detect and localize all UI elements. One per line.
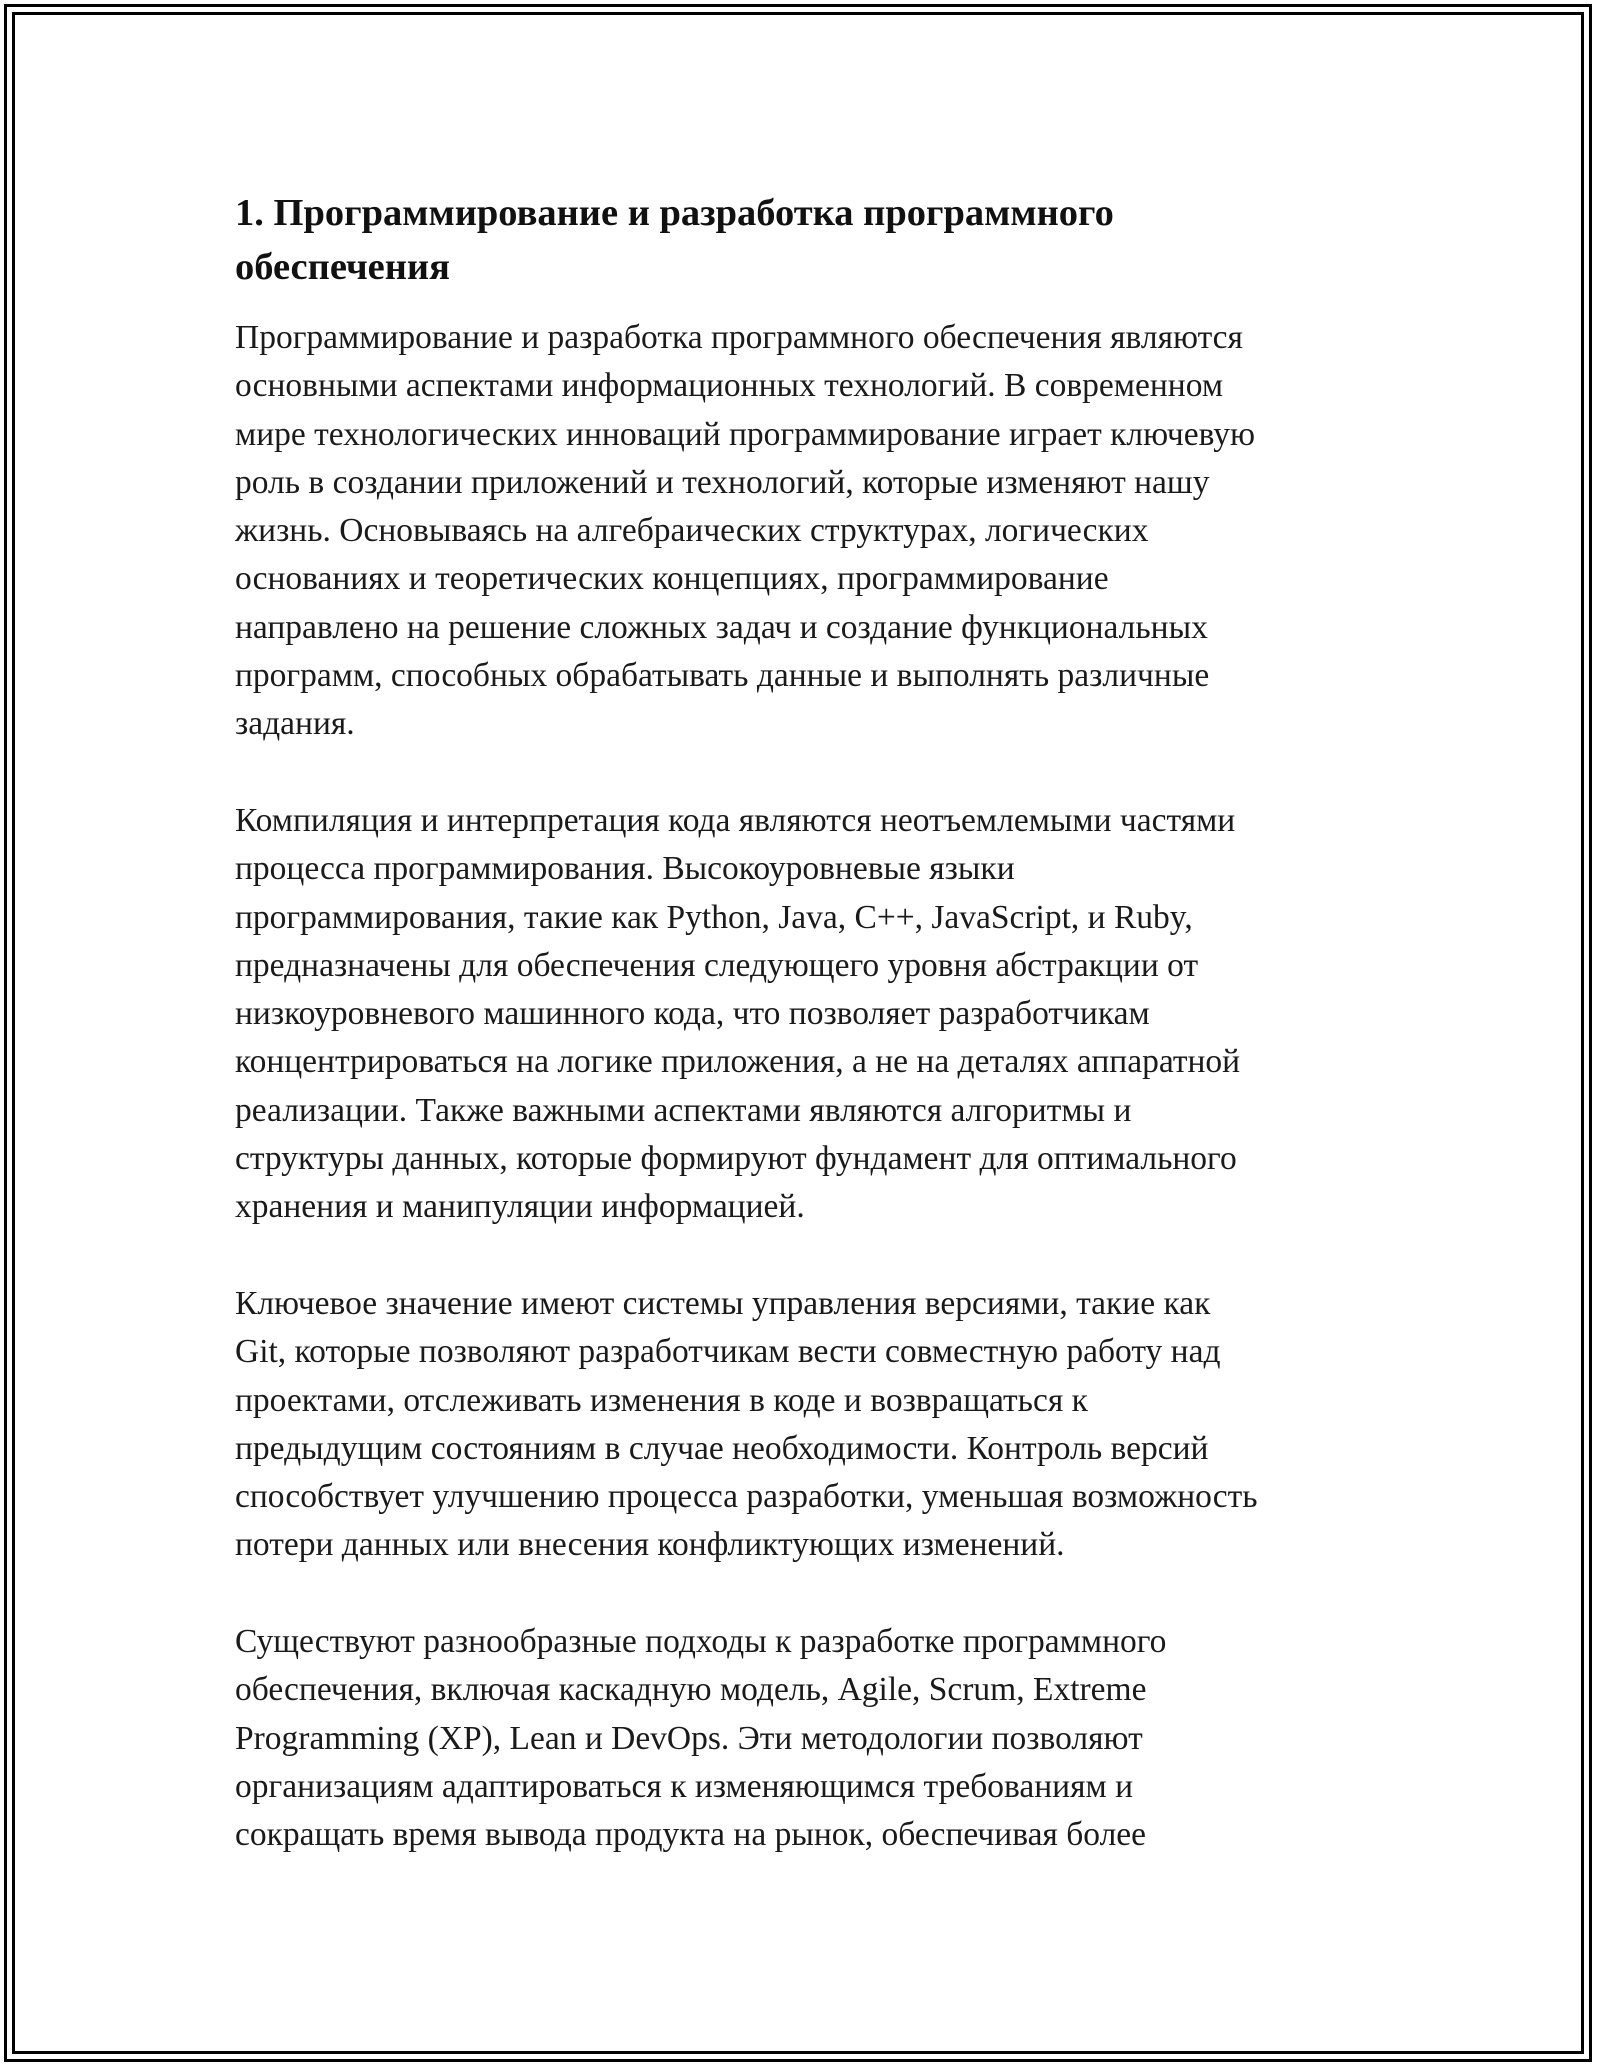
paragraph-line: основаниях и теоретических концепциях, программирование <box>235 560 1109 598</box>
paragraph-line: предназначены для обеспечения следующего уровня абстракции от <box>235 946 1199 984</box>
paragraph-line: структуры данных, которые формируют фундамент для оптимального <box>235 1140 1237 1178</box>
paragraph-line: задания. <box>235 705 355 743</box>
paragraph-line: Git, которые позволяют разработчикам вести совместную работу над <box>235 1333 1221 1371</box>
paragraph-line: потери данных или внесения конфликтующих изменений. <box>235 1526 1065 1564</box>
paragraph-methodologies <box>235 1618 1375 1859</box>
paragraph-line: сокращать время вывода продукта на рынок, обеспечивая более <box>235 1816 1147 1854</box>
paragraph-line: мире технологических инноваций программирование играет ключевую <box>235 415 1256 453</box>
paragraph-line: Программирование и разработка программного обеспечения являются <box>235 319 1243 356</box>
document-content <box>235 186 1375 1860</box>
paragraph-line: реализации. Также важными аспектами являются алгоритмы и <box>235 1091 1132 1129</box>
heading-line: обеспечения <box>235 246 450 288</box>
paragraph-line: роль в создании приложений и технологий, которые изменяют нашу <box>235 463 1210 501</box>
paragraph-version-control <box>235 1280 1375 1570</box>
paragraph-programming-intro <box>235 314 1375 749</box>
paragraph-line: Programming (XP), Lean и DevOps. Эти методологии позволяют <box>235 1719 1143 1757</box>
paragraph-compilation <box>235 797 1375 1232</box>
paragraph-line: концентрироваться на логике приложения, а не на деталях аппаратной <box>235 1043 1241 1081</box>
paragraph-line: способствует улучшению процесса разработки, уменьшая возможность <box>235 1478 1258 1516</box>
paragraph-line: Существуют разнообразные подходы к разработке программного <box>235 1623 1167 1661</box>
paragraph-line: основными аспектами информационных технологий. В современном <box>235 367 1224 405</box>
section-heading <box>235 186 1375 294</box>
paragraph-line: Компиляция и интерпретация кода являются неотъемлемыми частями <box>235 801 1236 839</box>
paragraph-line: программ, способных обрабатывать данные и выполнять различные <box>235 657 1210 695</box>
paragraph-line: направлено на решение сложных задач и создание функциональных <box>235 608 1208 646</box>
paragraph-line: обеспечения, включая каскадную модель, Agile, Scrum, Extreme <box>235 1671 1147 1709</box>
heading-line: 1. Программирование и разработка программного <box>235 192 1114 234</box>
paragraph-line: низкоуровневого машинного кода, что позволяет разработчикам <box>235 995 1150 1033</box>
paragraph-line: Ключевое значение имеют системы управления версиями, такие как <box>235 1284 1211 1322</box>
paragraph-line: процесса программирования. Высокоуровневые языки <box>235 850 1015 888</box>
paragraph-line: хранения и манипуляции информацией. <box>235 1188 805 1226</box>
paragraph-line: предыдущим состояниям в случае необходимости. Контроль версий <box>235 1429 1209 1467</box>
paragraph-line: жизнь. Основываясь на алгебраических структурах, логических <box>235 512 1149 550</box>
paragraph-line: программирования, такие как Python, Java, C++, JavaScript, и Ruby, <box>235 898 1193 936</box>
paragraph-line: проектами, отслеживать изменения в коде и возвращаться к <box>235 1381 1088 1419</box>
paragraph-line: организациям адаптироваться к изменяющимся требованиям и <box>235 1767 1134 1805</box>
